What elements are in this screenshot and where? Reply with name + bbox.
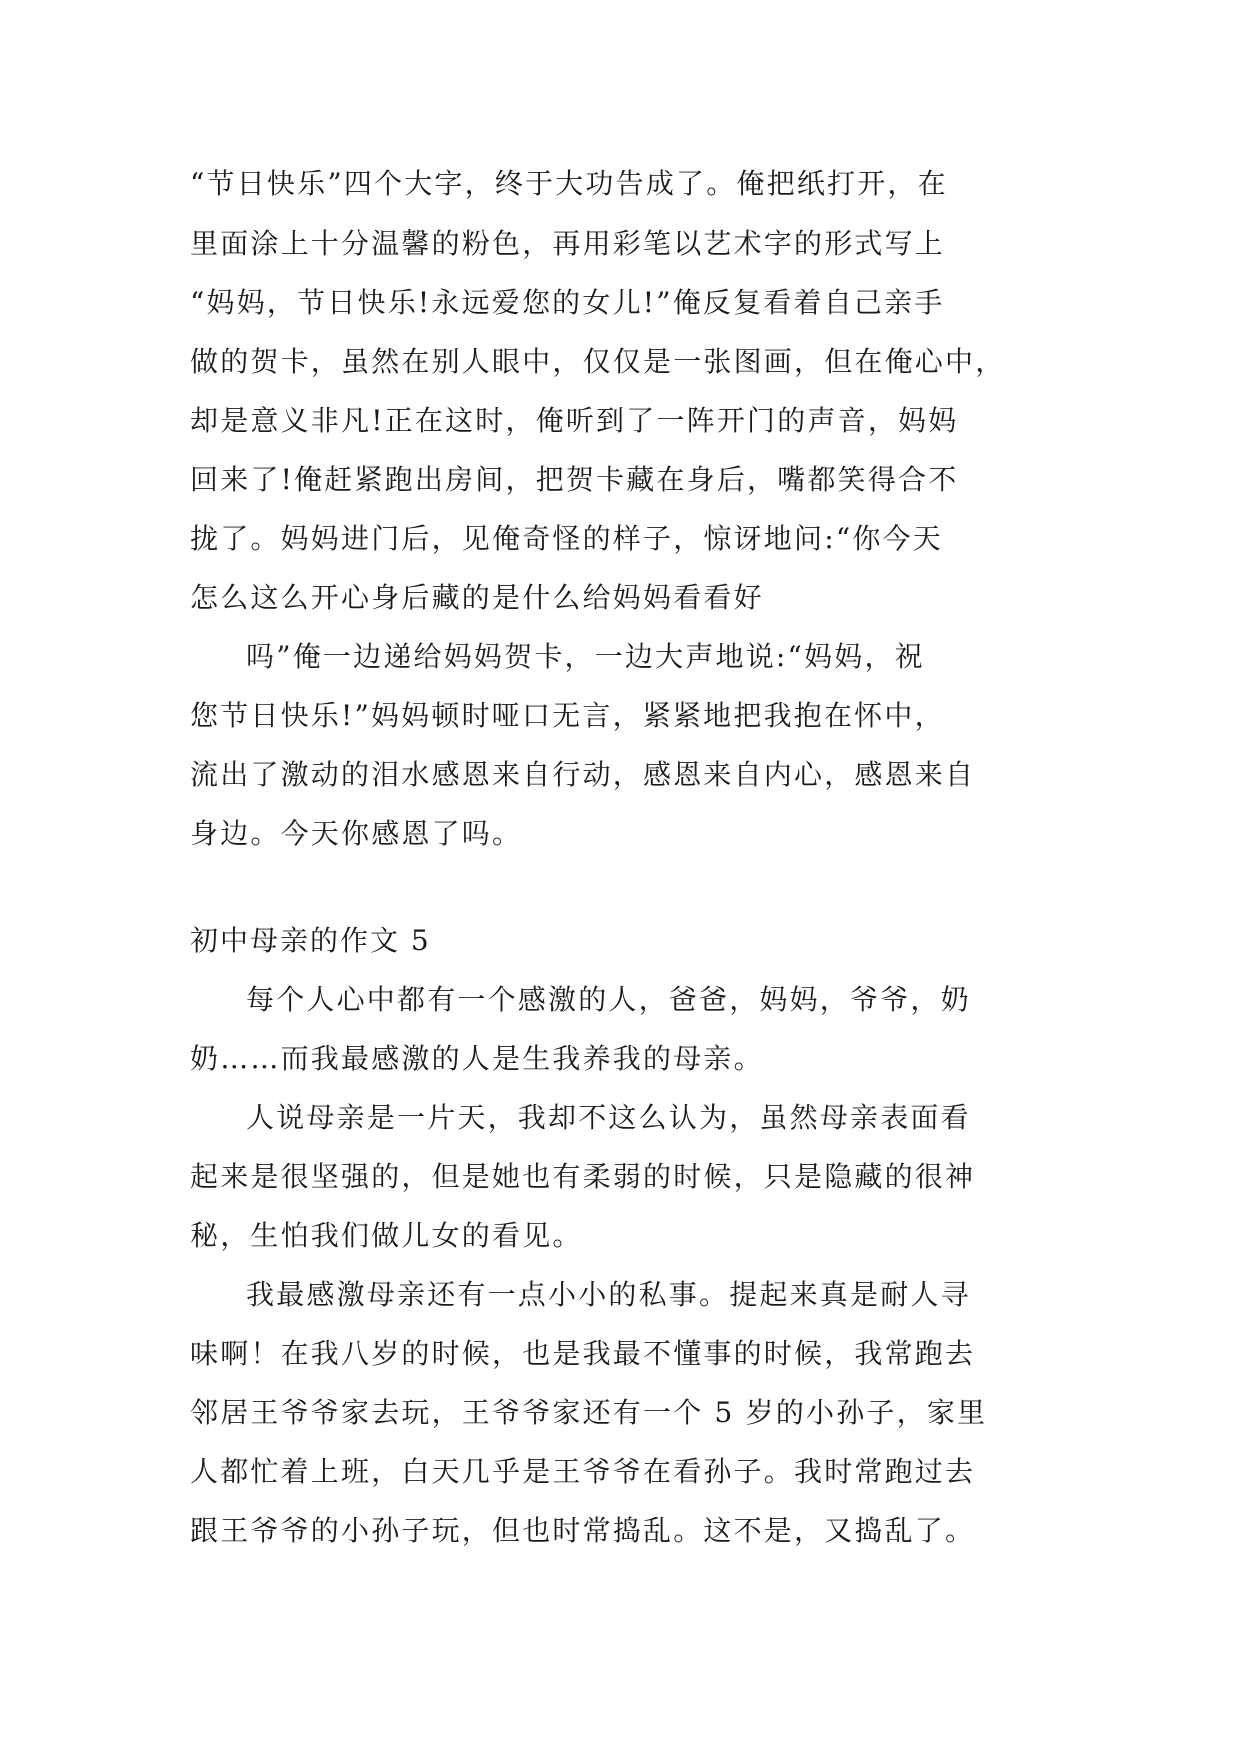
text-line: 身边。今天你感恩了吗。	[190, 817, 523, 850]
text-line: 起来是很坚强的，但是她也有柔弱的时候，只是隐藏的很神	[190, 1160, 976, 1193]
text-line: 秘，生怕我们做儿女的看见。	[190, 1219, 583, 1252]
text-line: “节日快乐”四个大字，终于大功告成了。俺把纸打开，在	[190, 167, 948, 200]
text-line: 怎么这么开心身后藏的是什么给妈妈看看好	[190, 581, 764, 614]
text-line: “妈妈，节日快乐!永远爱您的女儿!”俺反复看着自己亲手	[190, 286, 945, 319]
text-line: 跟王爷爷的小孙子玩，但也时常捣乱。这不是，又捣乱了。	[190, 1514, 976, 1547]
text-line: 奶……而我最感激的人是生我养我的母亲。	[190, 1042, 764, 1075]
text-line: 拢了。妈妈进门后，见俺奇怪的样子，惊讶地问:“你今天	[190, 522, 943, 555]
section-heading: 初中母亲的作文 5	[190, 924, 431, 957]
text-line: 里面涂上十分温馨的粉色，再用彩笔以艺术字的形式写上	[190, 227, 946, 260]
text-line: 邻居王爷爷家去玩，王爷爷家还有一个 5 岁的小孙子，家里	[190, 1396, 988, 1429]
text-line: 每个人心中都有一个感激的人，爸爸，妈妈，爷爷，奶	[246, 983, 971, 1016]
text-line: 人说母亲是一片天，我却不这么认为，虽然母亲表面看	[246, 1101, 971, 1134]
text-line: 您节日快乐!”妈妈顿时哑口无言，紧紧地把我抱在怀中，	[190, 699, 945, 732]
text-line: 回来了!俺赶紧跑出房间，把贺卡藏在身后，嘴都笑得合不	[190, 463, 959, 496]
text-line: 却是意义非凡!正在这时，俺听到了一阵开门的声音，妈妈	[190, 404, 959, 437]
text-line: 吗”俺一边递给妈妈贺卡，一边大声地说:“妈妈，祝	[246, 640, 925, 673]
text-line: 我最感激母亲还有一点小小的私事。提起来真是耐人寻	[246, 1278, 971, 1311]
text-line: 味啊！在我八岁的时候，也是我最不懂事的时候，我常跑去	[190, 1337, 976, 1370]
text-line: 做的贺卡，虽然在别人眼中，仅仅是一张图画，但在俺心中，	[190, 345, 1006, 378]
text-line: 人都忙着上班，白天几乎是王爷爷在看孙子。我时常跑过去	[190, 1455, 976, 1488]
text-line: 流出了激动的泪水感恩来自行动，感恩来自内心，感恩来自	[190, 758, 976, 791]
